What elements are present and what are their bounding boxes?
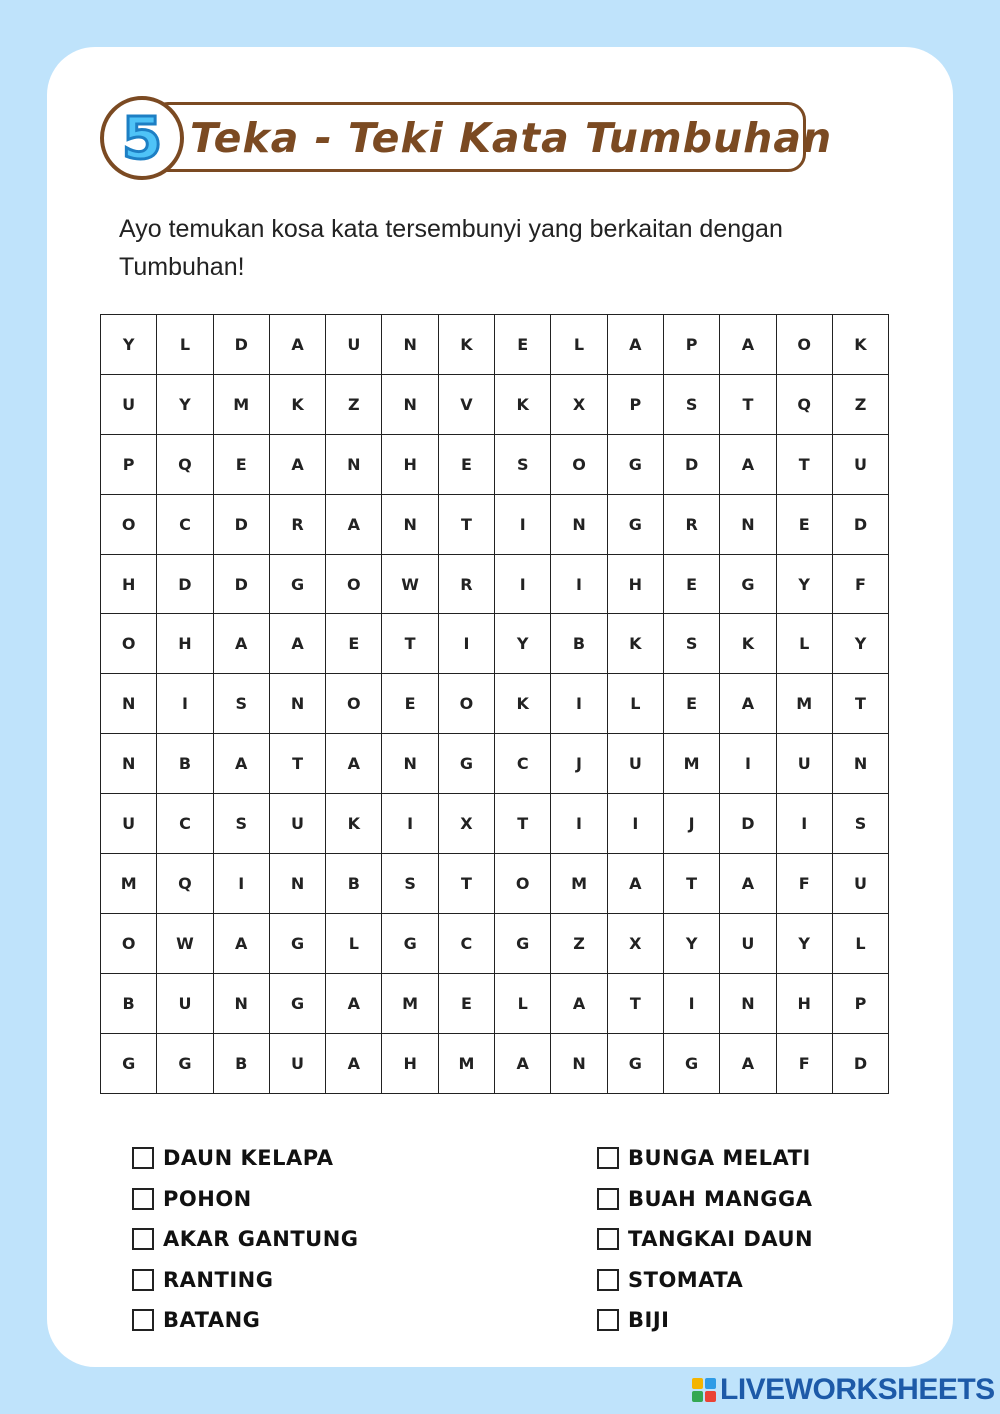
grid-cell[interactable]: N [382,494,438,554]
grid-cell[interactable]: H [382,434,438,494]
grid-cell[interactable]: K [607,614,663,674]
grid-cell[interactable]: M [551,854,607,914]
grid-cell[interactable]: A [720,854,776,914]
logo-square-1 [692,1378,703,1389]
grid-cell[interactable]: Q [776,374,832,434]
grid-cell[interactable]: Q [157,434,213,494]
liveworksheets-logo[interactable] [692,1372,995,1408]
grid-row [101,554,889,614]
grid-cell[interactable]: Z [326,374,382,434]
grid-cell[interactable]: A [213,913,269,973]
liveworksheets-logo-icon [692,1378,716,1402]
word-list-left [132,1138,359,1341]
logo-square-3 [692,1391,703,1402]
grid-cell[interactable]: J [551,734,607,794]
grid-cell[interactable]: D [157,554,213,614]
grid-cell[interactable]: H [101,554,157,614]
grid-cell[interactable]: C [157,494,213,554]
grid-cell[interactable]: K [438,315,494,375]
grid-cell[interactable]: B [551,614,607,674]
grid-cell[interactable]: T [269,734,325,794]
grid-cell[interactable]: N [720,973,776,1033]
grid-cell[interactable]: Y [157,374,213,434]
grid-cell[interactable]: D [832,1033,888,1093]
grid-cell[interactable]: Z [551,913,607,973]
grid-cell[interactable]: D [832,494,888,554]
grid-cell[interactable]: P [101,434,157,494]
word-checkbox[interactable] [597,1228,619,1250]
grid-cell[interactable]: K [495,374,551,434]
grid-cell[interactable]: O [551,434,607,494]
grid-cell[interactable]: E [663,554,719,614]
grid-cell[interactable]: L [607,674,663,734]
grid-cell[interactable]: O [326,554,382,614]
grid-cell[interactable]: Y [495,614,551,674]
word-list-item [132,1219,359,1260]
grid-cell[interactable]: T [382,614,438,674]
grid-cell[interactable]: Y [832,614,888,674]
grid-row [101,973,889,1033]
grid-cell[interactable]: I [382,794,438,854]
grid-cell[interactable]: O [101,614,157,674]
grid-cell[interactable]: T [832,674,888,734]
grid-cell[interactable]: E [663,674,719,734]
grid-cell[interactable]: K [269,374,325,434]
word-checkbox[interactable] [597,1147,619,1169]
grid-cell[interactable]: I [551,554,607,614]
grid-cell[interactable]: L [326,913,382,973]
grid-cell[interactable]: A [551,973,607,1033]
word-label: POHON [163,1186,252,1211]
word-list-item [132,1260,359,1301]
grid-row [101,374,889,434]
grid-cell[interactable]: D [720,794,776,854]
section-number-badge [100,96,184,180]
word-label: BUAH MANGGA [628,1186,813,1211]
grid-cell[interactable]: H [607,554,663,614]
grid-cell[interactable]: A [720,674,776,734]
grid-cell[interactable]: X [438,794,494,854]
grid-cell[interactable]: D [213,554,269,614]
grid-cell[interactable]: D [663,434,719,494]
grid-cell[interactable]: F [776,1033,832,1093]
grid-cell[interactable]: R [438,554,494,614]
grid-cell[interactable]: K [326,794,382,854]
grid-cell[interactable]: O [438,674,494,734]
grid-cell[interactable]: N [101,674,157,734]
grid-cell[interactable]: F [832,554,888,614]
grid-cell[interactable]: I [663,973,719,1033]
grid-cell[interactable]: U [607,734,663,794]
grid-cell[interactable]: T [438,494,494,554]
grid-cell[interactable]: A [720,434,776,494]
word-checkbox[interactable] [132,1228,154,1250]
grid-cell[interactable]: W [382,554,438,614]
grid-cell[interactable]: L [776,614,832,674]
word-checkbox[interactable] [132,1188,154,1210]
word-label: STOMATA [628,1267,744,1292]
grid-cell[interactable]: G [438,734,494,794]
grid-cell[interactable]: K [495,674,551,734]
grid-cell[interactable]: U [832,434,888,494]
grid-cell[interactable]: M [101,854,157,914]
grid-cell[interactable]: T [776,434,832,494]
grid-cell[interactable]: B [213,1033,269,1093]
word-checkbox[interactable] [597,1309,619,1331]
grid-cell[interactable]: I [157,674,213,734]
grid-cell[interactable]: S [495,434,551,494]
word-list-item [597,1138,813,1179]
grid-row [101,434,889,494]
grid-cell[interactable]: I [720,734,776,794]
grid-cell[interactable]: G [101,1033,157,1093]
grid-cell[interactable]: G [607,434,663,494]
grid-cell[interactable]: B [326,854,382,914]
grid-cell[interactable]: X [551,374,607,434]
grid-cell[interactable]: T [495,794,551,854]
grid-cell[interactable]: N [382,734,438,794]
grid-cell[interactable]: I [438,614,494,674]
grid-cell[interactable]: Y [101,315,157,375]
grid-cell[interactable]: K [720,614,776,674]
grid-cell[interactable]: X [607,913,663,973]
grid-cell[interactable]: A [326,1033,382,1093]
grid-cell[interactable]: C [157,794,213,854]
grid-cell[interactable]: R [269,494,325,554]
word-list-item [597,1179,813,1220]
section-number: 5 [121,104,163,172]
grid-cell[interactable]: G [269,913,325,973]
grid-cell[interactable]: A [607,315,663,375]
grid-cell[interactable]: S [832,794,888,854]
grid-cell[interactable]: S [663,374,719,434]
worksheet-title: Teka - Teki Kata Tumbuhan [190,114,833,162]
grid-cell[interactable]: H [776,973,832,1033]
grid-cell[interactable]: U [157,973,213,1033]
logo-square-4 [705,1391,716,1402]
grid-cell[interactable]: T [663,854,719,914]
grid-cell[interactable]: A [326,734,382,794]
grid-cell[interactable]: U [776,734,832,794]
grid-cell[interactable]: S [213,794,269,854]
grid-cell[interactable]: C [438,913,494,973]
grid-cell[interactable]: E [438,973,494,1033]
grid-row [101,614,889,674]
grid-cell[interactable]: H [157,614,213,674]
grid-cell[interactable]: K [832,315,888,375]
grid-cell[interactable]: D [213,494,269,554]
grid-cell[interactable]: M [438,1033,494,1093]
word-list-item [597,1300,813,1341]
grid-cell[interactable]: G [607,1033,663,1093]
grid-cell[interactable]: U [269,1033,325,1093]
grid-cell[interactable]: E [776,494,832,554]
grid-row [101,494,889,554]
grid-cell[interactable]: I [551,674,607,734]
grid-cell[interactable]: I [213,854,269,914]
grid-cell[interactable]: G [720,554,776,614]
grid-cell[interactable]: N [720,494,776,554]
grid-cell[interactable]: G [495,913,551,973]
grid-row [101,913,889,973]
grid-cell[interactable]: O [776,315,832,375]
grid-cell[interactable]: P [607,374,663,434]
grid-cell[interactable]: B [157,734,213,794]
grid-cell[interactable]: N [832,734,888,794]
word-checkbox[interactable] [132,1147,154,1169]
grid-cell[interactable]: E [213,434,269,494]
word-list-right [597,1138,813,1341]
grid-cell[interactable]: I [495,494,551,554]
grid-cell[interactable]: A [269,315,325,375]
logo-text: LIVEWORKSHEETS [720,1373,995,1406]
grid-cell[interactable]: R [663,494,719,554]
grid-cell[interactable]: P [832,973,888,1033]
grid-cell[interactable]: I [607,794,663,854]
grid-cell[interactable]: W [157,913,213,973]
grid-cell[interactable]: A [213,614,269,674]
grid-cell[interactable]: Y [776,913,832,973]
grid-cell[interactable]: Y [663,913,719,973]
grid-cell[interactable]: J [663,794,719,854]
word-list-item [132,1138,359,1179]
word-checkbox[interactable] [132,1309,154,1331]
grid-cell[interactable]: Q [157,854,213,914]
grid-cell[interactable]: A [326,973,382,1033]
word-label: BUNGA MELATI [628,1146,811,1171]
grid-cell[interactable]: I [551,794,607,854]
grid-cell[interactable]: G [607,494,663,554]
word-search-grid [100,314,889,1094]
grid-cell[interactable]: H [382,1033,438,1093]
word-label: AKAR GANTUNG [163,1227,359,1252]
grid-cell[interactable]: M [776,674,832,734]
grid-cell[interactable]: M [213,374,269,434]
grid-row [101,315,889,375]
grid-cell[interactable]: N [269,674,325,734]
grid-cell[interactable]: G [157,1033,213,1093]
grid-cell[interactable]: Y [776,554,832,614]
grid-cell[interactable]: E [495,315,551,375]
grid-cell[interactable]: A [607,854,663,914]
grid-cell[interactable]: G [382,913,438,973]
grid-cell[interactable]: N [326,434,382,494]
grid-cell[interactable]: T [720,374,776,434]
grid-cell[interactable]: F [776,854,832,914]
grid-cell[interactable]: U [269,794,325,854]
word-list-item [132,1300,359,1341]
grid-cell[interactable]: O [101,913,157,973]
logo-square-2 [705,1378,716,1389]
grid-row [101,674,889,734]
grid-cell[interactable]: G [269,973,325,1033]
grid-cell[interactable]: A [326,494,382,554]
grid-cell[interactable]: L [157,315,213,375]
word-list-item [597,1260,813,1301]
grid-cell[interactable]: T [607,973,663,1033]
grid-cell[interactable]: D [213,315,269,375]
word-label: TANGKAI DAUN [628,1227,814,1252]
grid-cell[interactable]: E [326,614,382,674]
grid-row [101,794,889,854]
grid-cell[interactable]: G [269,554,325,614]
grid-cell[interactable]: M [382,973,438,1033]
grid-cell[interactable]: L [832,913,888,973]
grid-cell[interactable]: A [495,1033,551,1093]
grid-cell[interactable]: U [832,854,888,914]
grid-cell[interactable]: P [663,315,719,375]
grid-cell[interactable]: O [495,854,551,914]
grid-cell[interactable]: E [382,674,438,734]
grid-cell[interactable]: I [495,554,551,614]
grid-cell[interactable]: O [326,674,382,734]
grid-cell[interactable]: M [663,734,719,794]
grid-cell[interactable]: G [663,1033,719,1093]
grid-cell[interactable]: V [438,374,494,434]
grid-cell[interactable]: S [382,854,438,914]
grid-cell[interactable]: S [663,614,719,674]
word-label: BIJI [628,1308,670,1333]
grid-cell[interactable]: N [101,734,157,794]
grid-cell[interactable]: A [269,614,325,674]
word-label: BATANG [163,1308,261,1333]
word-list-item [132,1179,359,1220]
grid-cell[interactable]: N [213,973,269,1033]
grid-cell[interactable]: A [213,734,269,794]
word-checkbox[interactable] [597,1188,619,1210]
grid-cell[interactable]: T [438,854,494,914]
grid-row [101,734,889,794]
grid-cell[interactable]: S [213,674,269,734]
grid-cell[interactable]: I [776,794,832,854]
grid-cell[interactable]: U [326,315,382,375]
grid-cell[interactable]: A [720,1033,776,1093]
grid-cell[interactable]: A [720,315,776,375]
grid-row [101,1033,889,1093]
grid-cell[interactable]: N [382,315,438,375]
grid-cell[interactable]: O [101,494,157,554]
grid-cell[interactable]: U [101,794,157,854]
grid-cell[interactable]: B [101,973,157,1033]
grid-cell[interactable]: Z [832,374,888,434]
grid-cell[interactable]: U [101,374,157,434]
grid-cell[interactable]: E [438,434,494,494]
instructions-text: Ayo temukan kosa kata tersembunyi yang berkaitan dengan Tumbuhan! [119,215,783,281]
word-checkbox[interactable] [132,1269,154,1291]
grid-cell[interactable]: A [269,434,325,494]
grid-row [101,854,889,914]
grid-cell[interactable]: N [551,494,607,554]
word-list-item [597,1219,813,1260]
grid-cell[interactable]: L [495,973,551,1033]
grid-cell[interactable]: N [269,854,325,914]
grid-cell[interactable]: L [551,315,607,375]
grid-cell[interactable]: U [720,913,776,973]
word-label: DAUN KELAPA [163,1146,334,1171]
word-checkbox[interactable] [597,1269,619,1291]
grid-cell[interactable]: C [495,734,551,794]
grid-cell[interactable]: N [551,1033,607,1093]
word-label: RANTING [163,1267,274,1292]
grid-cell[interactable]: N [382,374,438,434]
